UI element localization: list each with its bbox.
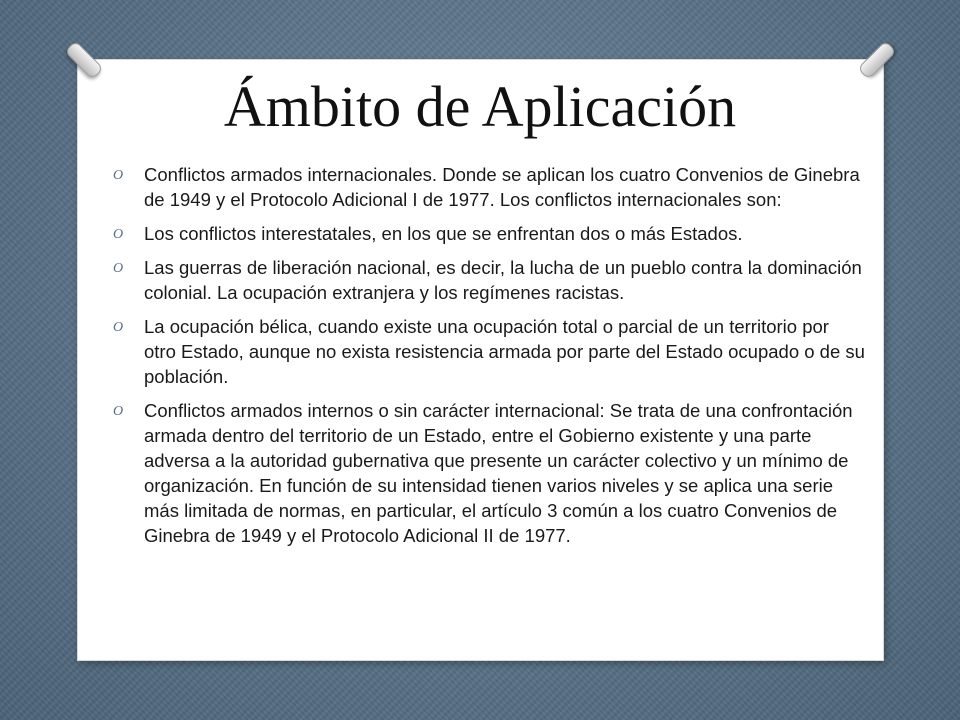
bullet-item <box>110 221 865 246</box>
bullet-text: Las guerras de liberación nacional, es decir, la lucha de un pueblo contra la dominación colonial. La ocupación extranjera y los regímenes racistas. <box>144 257 862 303</box>
bullet-marker-icon: O <box>113 261 124 276</box>
bullet-marker-icon: O <box>113 168 124 183</box>
bullet-marker-icon: O <box>113 227 124 242</box>
bullet-text: Los conflictos interestatales, en los que se enfrentan dos o más Estados. <box>144 223 743 244</box>
bullet-list <box>110 162 865 557</box>
bullet-text: La ocupación bélica, cuando existe una ocupación total o parcial de un territorio por otro Estado, aunque no exista resistencia armada por parte del Estado ocupado o de su población. <box>144 316 865 387</box>
slide-title: Ámbito de Aplicación <box>223 74 737 139</box>
bullet-item <box>110 398 865 548</box>
bullet-text: Conflictos armados internos o sin carácter internacional: Se trata de una confrontación armada dentro del territorio de un Estado, entre el Gobierno existente y una parte adversa a la autoridad gubernativa que presente un carácter colectivo y un mínimo de organización. En función de su intensidad tienen varios niveles y se aplica una serie más limitada de normas, en particular, el artículo 3 común a los cuatro Convenios de Ginebra de 1949 y el Protocolo Adicional II de 1977. <box>144 400 853 546</box>
bullet-item <box>110 255 865 305</box>
bullet-text: Conflictos armados internacionales. Donde se aplican los cuatro Convenios de Ginebra de 1949 y el Protocolo Adicional I de 1977. Los conflictos internacionales son: <box>144 164 860 210</box>
bullet-marker-icon: O <box>113 404 124 419</box>
bullet-item <box>110 314 865 389</box>
bullet-item <box>110 162 865 212</box>
bullet-marker-icon: O <box>113 320 124 335</box>
